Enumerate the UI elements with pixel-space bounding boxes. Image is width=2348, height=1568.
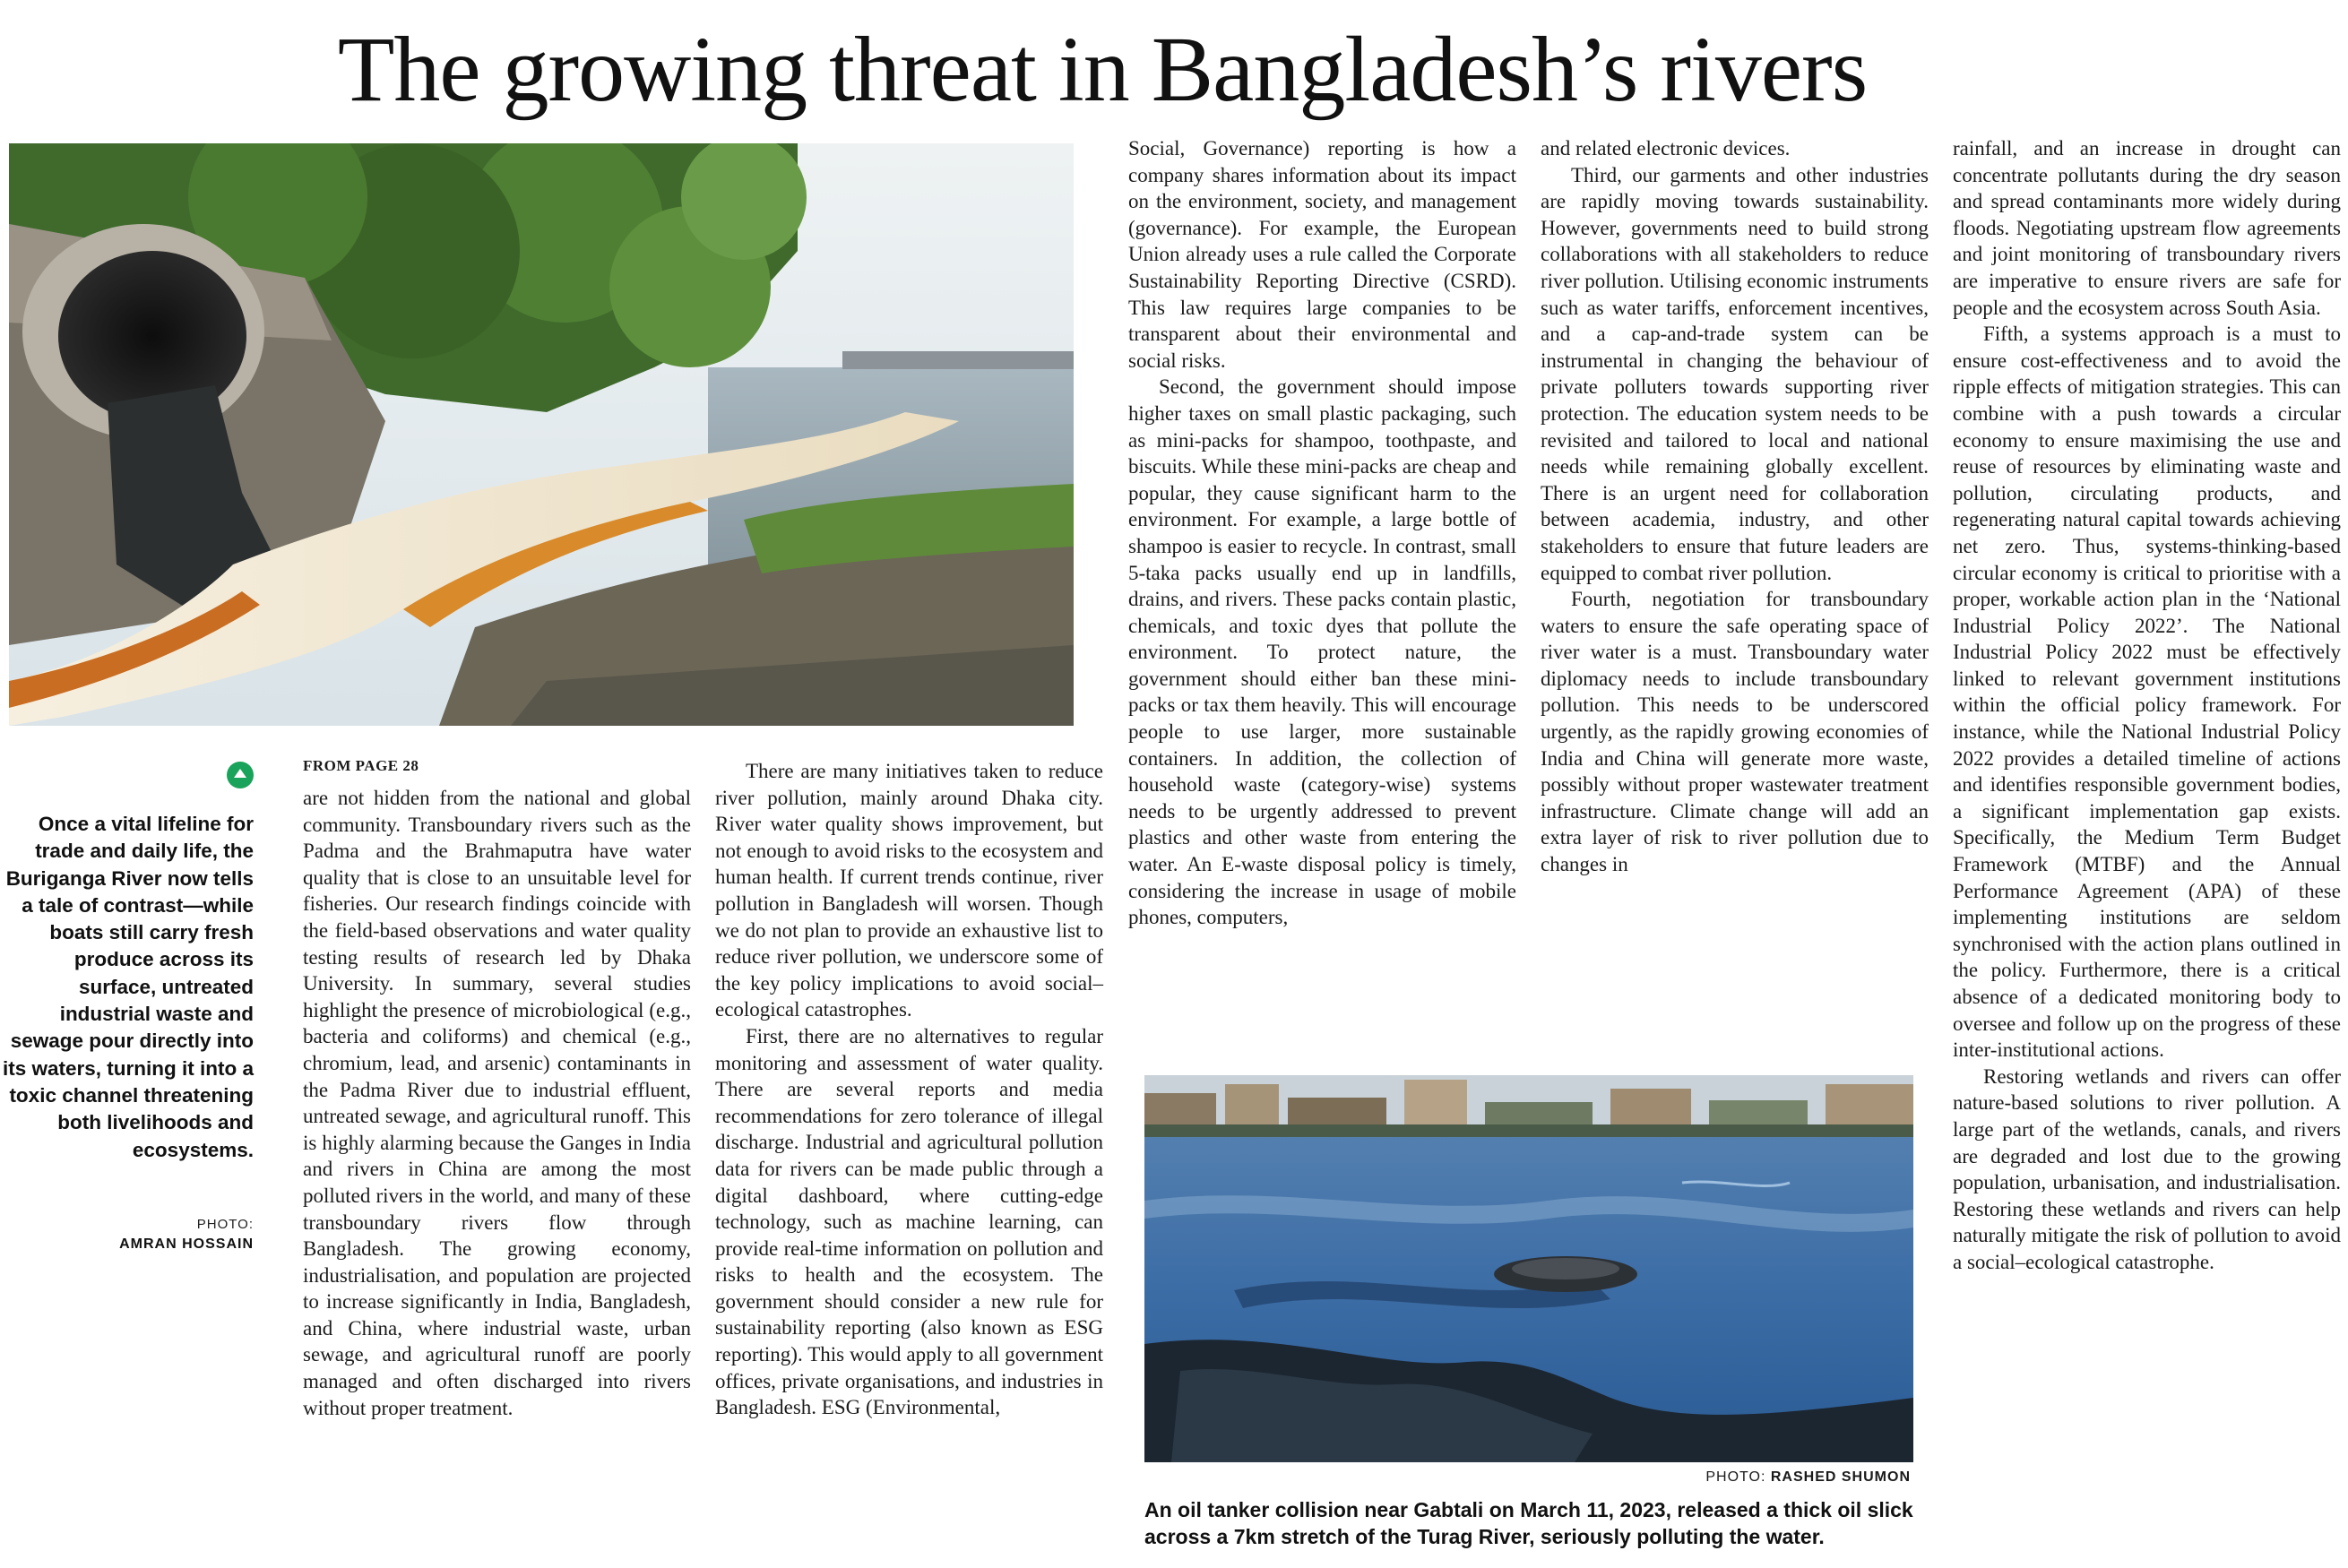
paragraph: are not hidden from the national and global community. Transboundary rivers such as the Padma and the Brahmaputra have water quality that is close to an unsuitable level for fisheries. Our research findings coincide with the field-based observations and water quality testing results of research led by Dhaka University. In summary, several studies highlight the presence of microbiological (e.g., bacteria and coliforms) and chemical (e.g., chromium, lead, and arsenic) contaminants in the Padma River due to industrial effluent, untreated sewage, and agricultural runoff. This is highly alarming because the Ganges in India and rivers in China are among the most polluted rivers in the world, and many of these transboundary rivers flow through Bangladesh. The growing economy, industrialisation, and population are projected to increase significantly in India, Bangladesh, and China, where industrial waste, urban sewage, and agricultural runoff are poorly managed and often discharged into rivers without proper treatment. [303,787,691,1419]
paragraph: rainfall, and an increase in drought can concentrate pollutants during the dry season and spread contaminants more widely during floods. Negotiating upstream flow agreements and joint monitoring of transboundary rivers are imperative to ensure rivers are safe for people and the ecosystem across South Asia. [1953,137,2341,319]
paragraph: First, there are no alternatives to regular monitoring and assessment of water quality. There are several reports and media recommendations for zero tolerance of illegal discharge. Industrial and agricultural pollution data for rivers can be made public through a digital dashboard, where cutting-edge technology, such as machine learning, can provide real-time information on pollution and risks to health and the ecosystem. The government should consider a new rule for sustainability reporting (also known as ESG reporting). This would apply to all government offices, private organisations, and industries in Bangladesh. ESG (Environmental, [715,1024,1103,1419]
paragraph: and related electronic devices. [1541,137,1791,159]
photo-turag-river-oil-slick [1144,1075,1913,1462]
photo2-credit-name: RASHED SHUMON [1770,1469,1911,1485]
headline: The growing threat in Bangladesh’s rivers [337,18,1868,121]
article-column-2 [715,758,1103,1421]
paragraph: Second, the government should impose higher taxes on small plastic packaging, such as mini-packs for shampoo, toothpaste, and biscuits. While these mini-packs are cheap and popular, they cause significant harm to the environment. For example, a large bottle of shampoo is easier to recycle. In contrast, small 5-taka packs usually end up in landfills, drains, and rivers. These packs contain plastic, chemicals, and toxic dyes that pollute the environment. To protect nature, the government should either ban these mini-packs or tax them heavily. This will encourage people to use larger, more sustainable containers. In addition, the collection of household waste (category-wise) systems needs to be urgently addressed to prevent plastics and other waste from entering the water. An E-waste disposal policy is timely, considering the increase in usage of mobile phones, computers, [1128,375,1516,929]
paragraph: Fifth, a systems approach is a must to ensure cost-effectiveness and to avoid the ripple effects of mitigation strategies. This can combine with a push towards a circular economy to ensure maximising the use and reuse of resources by eliminating waste and pollution, circulating products, and regenerating natural capital towards achieving net zero. Thus, systems-thinking-based circular economy is critical to prioritise with a proper, workable action plan in the ‘National Industrial Policy 2022’. The National Industrial Policy 2022 must be effectively linked to relevant government institutions within the official policy framework. For instance, while the National Industrial Policy 2022 provides a detailed timeline of actions and identifies responsible government bodies, a significant implementation gap exists. Specifically, the Medium Term Budget Framework (MTBF) and the Annual Performance Agreement (APA) of these implementing institutions are seldom synchronised with the action plans outlined in the policy. Furthermore, there is a critical absence of a dedicated monitoring body to oversee and follow up on the progress of these inter-institutional actions. [1953,323,2341,1062]
photo1-credit-name: AMRAN HOSSAIN [119,1236,254,1252]
paragraph: Third, our garments and other industries are rapidly moving towards sustainability. However, governments need to build strong collaborations with all stakeholders to reduce river pollution. Utilising economic instruments such as water tariffs, enforcement incentives, and a cap-and-trade system can be instrumental in changing the behaviour of private polluters towards supporting river protection. The education system needs to be revisited and tailored to local and national needs while remaining globally excellent. There is an urgent need for collaboration between academia, industry, and other stakeholders to ensure that future leaders are equipped to combat river pollution. [1541,163,1929,584]
paragraph: There are many initiatives taken to reduce river pollution, mainly around Dhaka city. River water quality shows improvement, but not enough to avoid risks to the ecosystem and human health. If current trends continue, river pollution in Bangladesh will worsen. Though we do not plan to provide an exhaustive list to reduce river pollution, we underscore some of the key policy implications to avoid social–ecological catastrophes. [715,760,1103,1021]
arrow-up-circle-icon [227,762,254,788]
photo-buriganga-river [9,143,1074,726]
photo2-credit-label: PHOTO: [1705,1469,1766,1485]
paragraph: Fourth, negotiation for transboundary waters to ensure the safe operating space of river water is a must. Transboundary water diplomacy needs to include transboundary pollution. This needs to be underscored urgently, as the rapidly growing economies of India and China will generate more waste, possibly without proper wastewater treatment infrastructure. Climate change will add an extra layer of risk to river pollution due to changes in [1541,588,1929,876]
photo1-caption: Once a vital lifeline for trade and daily life, the Buriganga River now tells a tale of contrast—while boats still carry fresh produce across its surface, untreated industrial waste and sewage pour directly into its waters, turning it into a toxic channel threatening both livelihoods and ecosystems. [2,813,254,1161]
from-page-jump: FROM PAGE 28 [303,757,419,774]
article-column-3 [1128,135,1516,931]
photo2-caption: An oil tanker collision near Gabtali on March 11, 2023, released a thick oil slick across a 7km stretch of the Turag River, seriously polluting the water. [1144,1498,1913,1548]
article-column-5 [1953,135,2341,1276]
article-column-4 [1541,135,1929,878]
photo1-credit-label: PHOTO: [196,1217,254,1232]
paragraph: Social, Governance) reporting is how a company shares information about its impact on the environment, society, and management (governance). For example, the European Union already uses a rule called the Corporate Sustainability Reporting Directive (CSRD). This law requires large companies to be transparent about their environmental and social risks. [1128,137,1516,372]
article-column-1 [303,785,691,1421]
photo2-credit [1147,1469,1911,1486]
paragraph: Restoring wetlands and rivers can offer nature-based solutions to river pollution. A large part of the wetlands, canals, and rivers are degraded and lost due to the growing population, urbanisation, and industrialisation. Restoring these wetlands and rivers can help naturally mitigate the risk of pollution to avoid a social–ecological catastrophe. [1953,1064,2341,1273]
